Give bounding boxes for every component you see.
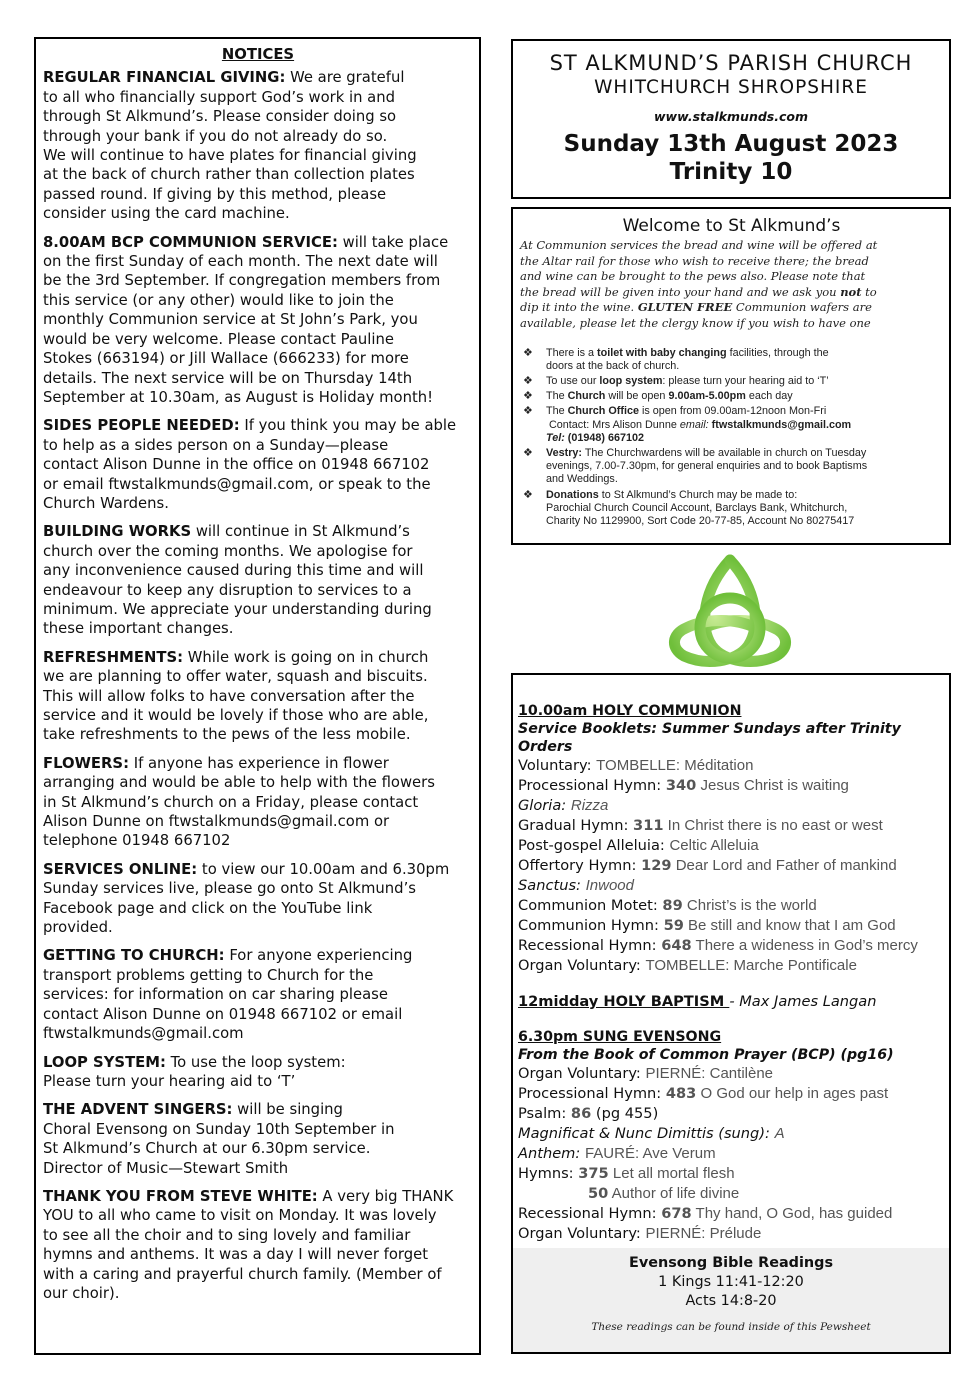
- welcome-intro: At Communion services the bread and wine will be offered at the Altar rail for those who wish to receive there; the bread and wine can be brought to the pews also. Please note that the bread will be given into your hand and we ask you not to dip it into the wine. GLUTEN FREE Communion wafers are available, please let the clergy know if you wish to have one: [520, 238, 878, 330]
- service-item: Post-gospel Alleluia: Celtic Alleluia: [518, 837, 759, 854]
- diamond-bullet-icon: ❖: [523, 390, 533, 403]
- diamond-bullet-icon: ❖: [523, 405, 533, 418]
- service-item: Gradual Hymn: 311 In Christ there is no east or west: [518, 817, 883, 834]
- service-item: Organ Voluntary: TOMBELLE: Marche Pontificale: [518, 957, 857, 974]
- notice-services-online: SERVICES ONLINE: to view our 10.00am and 6.30pm Sunday services live, please go onto St Alkmund’s Facebook page and click on the YouTube link provided.: [43, 860, 450, 937]
- communion-booklets: Service Booklets: Summer Sundays after Trinity Orders: [518, 721, 901, 755]
- communion-heading: 10.00am HOLY COMMUNION: [518, 703, 742, 719]
- notice-heading: REGULAR FINANCIAL GIVING:: [43, 69, 286, 87]
- service-item: Organ Voluntary: PIERNÉ: Cantilène: [518, 1065, 774, 1082]
- service-item: Gloria: Rizza: [518, 797, 609, 814]
- notice-advent-singers: THE ADVENT SINGERS: will be singing Choral Evensong on Sunday 10th September in St Alkmund’s Church at our 6.30pm service. Director of Music—Stewart Smith: [43, 1101, 395, 1177]
- service-item: Offertory Hymn: 129 Dear Lord and Father of mankind: [518, 857, 897, 874]
- church-name: ST ALKMUND’S PARISH CHURCH: [549, 51, 913, 75]
- service-item: Psalm: 86 (pg 455): [518, 1105, 659, 1122]
- notice-thank-you: THANK YOU FROM STEVE WHITE: A very big THANK YOU to all who came to visit on Monday. It was lovely to see all the choir and to sing lovely and familiar hymns and anthems. It was a day I will never forget with a caring and prayerful church family. (Member of our choir).: [43, 1187, 454, 1302]
- list-item: ❖ The Church Office is open from 09.00am-12noon Mon-Fri Contact: Mrs Alison Dunne email: ftwstalkmunds@gmail.com Tel: (01948) 667102: [523, 405, 852, 444]
- notice-heading: BUILDING WORKS: [43, 523, 192, 541]
- notice-sides-people: SIDES PEOPLE NEEDED: If you think you may be able to help as a sides person on a Sunday—please contact Alison Dunne in the office on 01948 667102 or email ftwstalkmunds@gmail.com, or speak to the Church Wardens.: [43, 417, 457, 512]
- list-item: ❖ Donations to St Alkmund’s Church may be made to: Parochial Church Council Account, Barclays Bank, Whitchurch, Charity No 1129900, Sort Code 20-77-85, Account No 80275417: [523, 488, 855, 527]
- service-item: Voluntary: TOMBELLE: Méditation: [518, 757, 754, 774]
- church-header: [511, 39, 951, 199]
- bible-readings-box: [513, 1248, 949, 1352]
- notice-bcp-communion: 8.00AM BCP COMMUNION SERVICE: will take place on the first Sunday of each month. The next date will be the 3rd September. If congregation members from this service (or any other) would like to join the monthly Communion service at St John’s Park, you would be very welcome. Please contact Pauline Stokes (663194) or Jill Wallace (666233) for more details. The next service will be on Thursday 14th September at 10.30am, as August is Holiday month!: [43, 233, 449, 406]
- service-item: Recessional Hymn: 648 There a wideness in God’s mercy: [518, 937, 918, 954]
- church-website: www.stalkmunds.com: [653, 109, 809, 124]
- service-item: Hymns: 375 Let all mortal flesh: [518, 1165, 735, 1182]
- notice-heading: FLOWERS:: [43, 754, 129, 772]
- service-date: Sunday 13th August 2023: [563, 131, 899, 157]
- notice-heading: GETTING TO CHURCH:: [43, 947, 225, 965]
- communion-order: [518, 756, 949, 976]
- service-item: Anthem: FAURÉ: Ave Verum: [518, 1145, 716, 1162]
- readings-title: Evensong Bible Readings: [628, 1255, 834, 1271]
- diamond-bullet-icon: ❖: [523, 488, 533, 501]
- evensong-source: From the Book of Common Prayer (BCP) (pg16): [518, 1047, 894, 1063]
- notice-heading: SERVICES ONLINE:: [43, 860, 198, 878]
- service-item: Communion Hymn: 59 Be still and know that I am God: [518, 917, 896, 934]
- evensong-heading: 6.30pm SUNG EVENSONG: [518, 1029, 722, 1045]
- baptism-line: 12midday HOLY BAPTISM - Max James Langan: [518, 993, 877, 1010]
- service-item: Magnificat & Nunc Dimittis (sung): A: [518, 1125, 785, 1142]
- church-town: WHITCHURCH SHROPSHIRE: [594, 77, 868, 98]
- list-item: ❖ To use our loop system: please turn your hearing aid to ‘T’: [523, 374, 829, 387]
- notice-refreshments: REFRESHMENTS: While work is going on in church we are planning to offer water, squash and biscuits. This will allow folks to have conversation after the service and it would be lovely if those who are able, take refreshments to the pews of the less mobile.: [43, 648, 429, 744]
- reading-second: Acts 14:8-20: [685, 1293, 777, 1309]
- liturgical-week: Trinity 10: [669, 159, 793, 185]
- diamond-bullet-icon: ❖: [523, 446, 533, 459]
- notice-giving: REGULAR FINANCIAL GIVING: We are grateful to all who financially support God’s work in and through St Alkmund’s. Please consider doing so through your bank if you do not already do so. We will continue to have plates for financial giving at the back of church rather than collection plates passed round. If giving by this method, please consider using the card machine.: [43, 69, 417, 223]
- list-item: ❖ Vestry: The Churchwardens will be available in church on Tuesday evenings, 7.00-7.30pm, for general enquiries and to book Baptisms and Weddings.: [523, 446, 868, 486]
- welcome-title: Welcome to St Alkmund’s: [622, 216, 841, 236]
- service-item: Processional Hymn: 483 O God our help in ages past: [518, 1085, 889, 1102]
- notice-flowers: FLOWERS: If anyone has experience in flower arranging and would be able to help with the flowers in St Alkmund’s church on a Friday, please contact Alison Dunne on ftwstalkmunds@gmail.com or telephone 01948 667102: [43, 754, 435, 850]
- notice-building-works: BUILDING WORKS will continue in St Alkmund’s church over the coming months. We apologise for any inconvenience caused during this time and will endeavour to keep any disruption to services to a minimum. We appreciate your understanding during these important changes.: [43, 523, 432, 638]
- diamond-bullet-icon: ❖: [523, 346, 533, 359]
- diamond-bullet-icon: ❖: [523, 374, 533, 387]
- service-item: Recessional Hymn: 678 Thy hand, O God, has guided: [518, 1205, 893, 1222]
- service-item: Processional Hymn: 340 Jesus Christ is waiting: [518, 777, 849, 794]
- notice-heading: LOOP SYSTEM:: [43, 1053, 166, 1071]
- service-item: Sanctus: Inwood: [518, 877, 634, 894]
- notices-panel: [34, 37, 481, 1355]
- notice-loop-system: LOOP SYSTEM: To use the loop system: Please turn your hearing aid to ‘T’: [43, 1053, 346, 1090]
- welcome-info-list: [520, 347, 943, 529]
- notice-heading: SIDES PEOPLE NEEDED:: [43, 417, 240, 435]
- notice-heading: 8.00AM BCP COMMUNION SERVICE:: [43, 233, 338, 251]
- readings-note: These readings can be found inside of this Pewsheet: [591, 1321, 871, 1333]
- evensong-order: [518, 1064, 949, 1244]
- list-item: ❖ There is a toilet with baby changing facilities, through the doors at the back of church.: [523, 346, 829, 372]
- notice-heading: THANK YOU FROM STEVE WHITE:: [43, 1187, 318, 1205]
- list-item: ❖ The Church will be open 9.00am-5.00pm each day: [523, 390, 793, 403]
- notices-title: NOTICES: [221, 46, 295, 63]
- notice-getting-to-church: GETTING TO CHURCH: For anyone experiencing transport problems getting to Church for the services: for information on car sharing please contact Alison Dunne on 01948 667102 or email ftwstalkmunds@gmail.com: [43, 947, 413, 1043]
- service-item: 50 Author of life divine: [588, 1185, 740, 1202]
- reading-first: 1 Kings 11:41-12:20: [658, 1274, 804, 1290]
- service-item: Organ Voluntary: PIERNÉ: Prélude: [518, 1225, 762, 1242]
- notice-heading: THE ADVENT SINGERS:: [43, 1101, 233, 1119]
- triquetra-icon: [664, 548, 796, 678]
- notice-heading: REFRESHMENTS:: [43, 648, 184, 666]
- services-panel: [511, 673, 951, 1354]
- welcome-panel: [511, 207, 951, 545]
- service-item: Communion Motet: 89 Christ’s is the world: [518, 897, 817, 914]
